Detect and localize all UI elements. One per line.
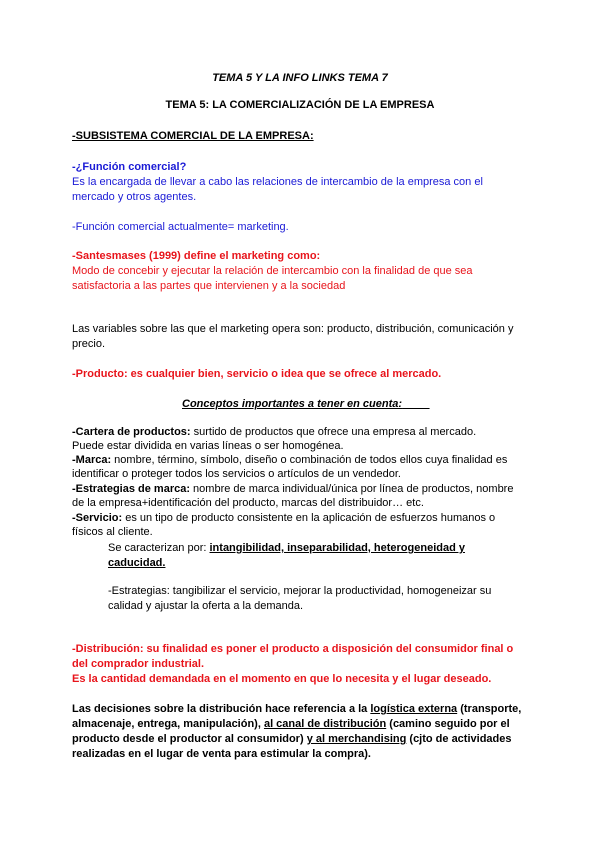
caracterizan-prefix: Se caracterizan por: [108, 542, 210, 554]
servicio-line2: físicos al cliente. [72, 526, 153, 538]
main-title: TEMA 5: LA COMERCIALIZACIÓN DE LA EMPRESA [165, 99, 435, 111]
decisiones-line2-text: almacenaje, entrega, manipulación), [72, 718, 264, 730]
decisiones-line4: realizadas en el lugar de venta para estimular la compra). [72, 748, 371, 760]
cartera-line2: Puede estar dividida en varias líneas o ser homogénea. [72, 440, 344, 452]
conceptos-trail [402, 398, 430, 410]
decisiones-p2: (transporte, [457, 703, 522, 715]
caracterizan-line1 [108, 540, 465, 556]
estrategias-marca-line2: de la empresa+identificación del producto, marcas del distribuidor… etc. [72, 497, 424, 509]
variables-line2: precio. [72, 338, 106, 350]
producto-definition: -Producto: es cualquier bien, servicio o idea que se ofrece al mercado. [72, 368, 442, 380]
estrategias-marca-text: nombre de marca individual/única por línea de productos, nombre [190, 483, 514, 495]
santesmases-line1: Modo de concebir y ejecutar la relación de intercambio con la finalidad de que sea [72, 265, 473, 277]
conceptos-heading [182, 396, 430, 412]
funcion-question: -¿Función comercial? [72, 161, 187, 173]
marca-line2: identificar o proteger todos los servicios o artículos de un vendedor. [72, 468, 401, 480]
distribucion-line1: -Distribución: su finalidad es poner el producto a disposición del consumidor final o [72, 643, 514, 655]
cartera-term: -Cartera de productos: [72, 426, 191, 438]
caracterizan-bold1: intangibilidad, inseparabilidad, heterogeneidad y [209, 542, 465, 554]
servicio-term: -Servicio: [72, 512, 123, 524]
variables-line1: Las variables sobre las que el marketing opera son: producto, distribución, comunicación y [72, 323, 514, 335]
servicio-estrategias1: -Estrategias: tangibilizar el servicio, mejorar la productividad, homogeneizar su [108, 585, 492, 597]
funcion-actual: -Función comercial actualmente= marketing. [72, 221, 289, 233]
marca-term: -Marca: [72, 454, 112, 466]
top-title: TEMA 5 Y LA INFO LINKS TEMA 7 [212, 72, 388, 84]
section-heading: -SUBSISTEMA COMERCIAL DE LA EMPRESA: [72, 130, 314, 142]
marca-text: nombre, término, símbolo, diseño o combinación de todos ellos cuya finalidad es [111, 454, 508, 466]
caracterizan-bold2: caducidad. [108, 557, 166, 569]
decisiones-p3: (camino seguido por el [386, 718, 510, 730]
decisiones-line3 [72, 731, 512, 747]
cartera-text: surtido de productos que ofrece una empresa al mercado. [190, 426, 477, 438]
funcion-line2: mercado y otros agentes. [72, 191, 197, 203]
funcion-line1: Es la encargada de llevar a cabo las relaciones de intercambio de la empresa con el [72, 176, 483, 188]
servicio-estrategias2: calidad y ajustar la oferta a la demanda. [108, 600, 304, 612]
distribucion-line2: del comprador industrial. [72, 658, 205, 670]
decisiones-u2: al canal de distribución [263, 718, 387, 730]
santesmases-line2: satisfactoria a las partes que intervienen y a la sociedad [72, 280, 346, 292]
decisiones-u1: logística externa [370, 703, 458, 715]
decisiones-p4: (cjto de actividades [406, 733, 512, 745]
decisiones-u3: y al merchandising [306, 733, 407, 745]
decisiones-line3-text: producto desde el productor al consumidor) [72, 733, 307, 745]
decisiones-line1 [72, 701, 521, 717]
decisiones-line2 [72, 716, 510, 732]
servicio-text: es un tipo de producto consistente en la aplicación de esfuerzos humanos o [122, 512, 496, 524]
santesmases-heading: -Santesmases (1999) define el marketing como: [72, 250, 321, 262]
conceptos-heading-text: Conceptos importantes a tener en cuenta: [182, 398, 403, 410]
distribucion-line3: Es la cantidad demandada en el momento en que lo necesita y el lugar deseado. [72, 673, 492, 685]
decisiones-p1: Las decisiones sobre la distribución hace referencia a la [72, 703, 371, 715]
estrategias-marca-term: -Estrategias de marca: [72, 483, 190, 495]
